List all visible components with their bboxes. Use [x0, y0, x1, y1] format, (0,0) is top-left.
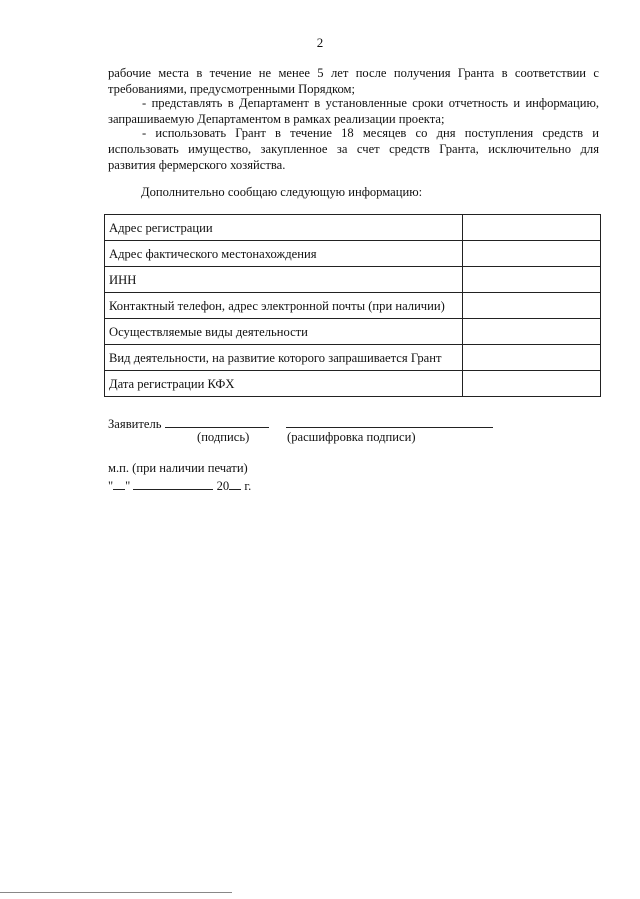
row-value-inn[interactable] — [463, 267, 601, 293]
date-day-field[interactable] — [113, 476, 125, 490]
signature-hint: (подпись) — [197, 430, 250, 444]
row-label-registration-address: Адрес регистрации — [105, 215, 463, 241]
table-row — [105, 371, 601, 397]
table-row — [105, 319, 601, 345]
date-year-prefix: 20 — [216, 479, 230, 493]
signature-decode-field[interactable] — [286, 414, 493, 428]
footer-rule — [0, 892, 232, 893]
row-value-registration-address[interactable] — [463, 215, 601, 241]
row-label-activities: Осуществляемые виды деятельности — [105, 319, 463, 345]
table-row — [105, 241, 601, 267]
date-open-quote: " — [108, 479, 114, 493]
applicant-info-table — [104, 214, 601, 397]
row-value-activities[interactable] — [463, 319, 601, 345]
table-row — [105, 267, 601, 293]
row-label-inn: ИНН — [105, 267, 463, 293]
obligation-grant-usage-paragraph: - использовать Грант в течение 18 месяцев со дня поступления средств и использовать имущество, закупленное за счет средств Гранта, исключительно для развития фермерского хозяйства. — [108, 126, 599, 172]
additional-info-heading: Дополнительно сообщаю следующую информацию: — [141, 185, 423, 199]
signature-decode-hint: (расшифровка подписи) — [287, 430, 416, 444]
page-number: 2 — [316, 35, 324, 50]
signature-field[interactable] — [165, 414, 269, 428]
date-close-quote: " — [125, 479, 131, 493]
stamp-note: м.п. (при наличии печати) — [108, 461, 248, 475]
date-year-field[interactable] — [229, 476, 241, 490]
table-row — [105, 345, 601, 371]
date-year-suffix: г. — [244, 479, 252, 493]
row-value-registration-date[interactable] — [463, 371, 601, 397]
date-month-field[interactable] — [133, 476, 213, 490]
date-line — [108, 476, 251, 494]
row-label-registration-date: Дата регистрации КФХ — [105, 371, 463, 397]
row-value-actual-address[interactable] — [463, 241, 601, 267]
obligation-reporting-paragraph: - представлять в Департамент в установленные сроки отчетность и информацию, запрашиваемую Департаментом в рамках реализации проекта; — [108, 96, 599, 126]
applicant-label: Заявитель — [108, 417, 162, 431]
row-label-grant-activity: Вид деятельности, на развитие которого запрашивается Грант — [105, 345, 463, 371]
obligation-workplaces-paragraph: рабочие места в течение не менее 5 лет после получения Гранта в соответствии с требованиями, предусмотренными Порядком; — [108, 66, 599, 96]
table-row — [105, 293, 601, 319]
row-value-contacts[interactable] — [463, 293, 601, 319]
row-label-contacts: Контактный телефон, адрес электронной почты (при наличии) — [105, 293, 463, 319]
row-label-actual-address: Адрес фактического местонахождения — [105, 241, 463, 267]
row-value-grant-activity[interactable] — [463, 345, 601, 371]
table-row — [105, 215, 601, 241]
